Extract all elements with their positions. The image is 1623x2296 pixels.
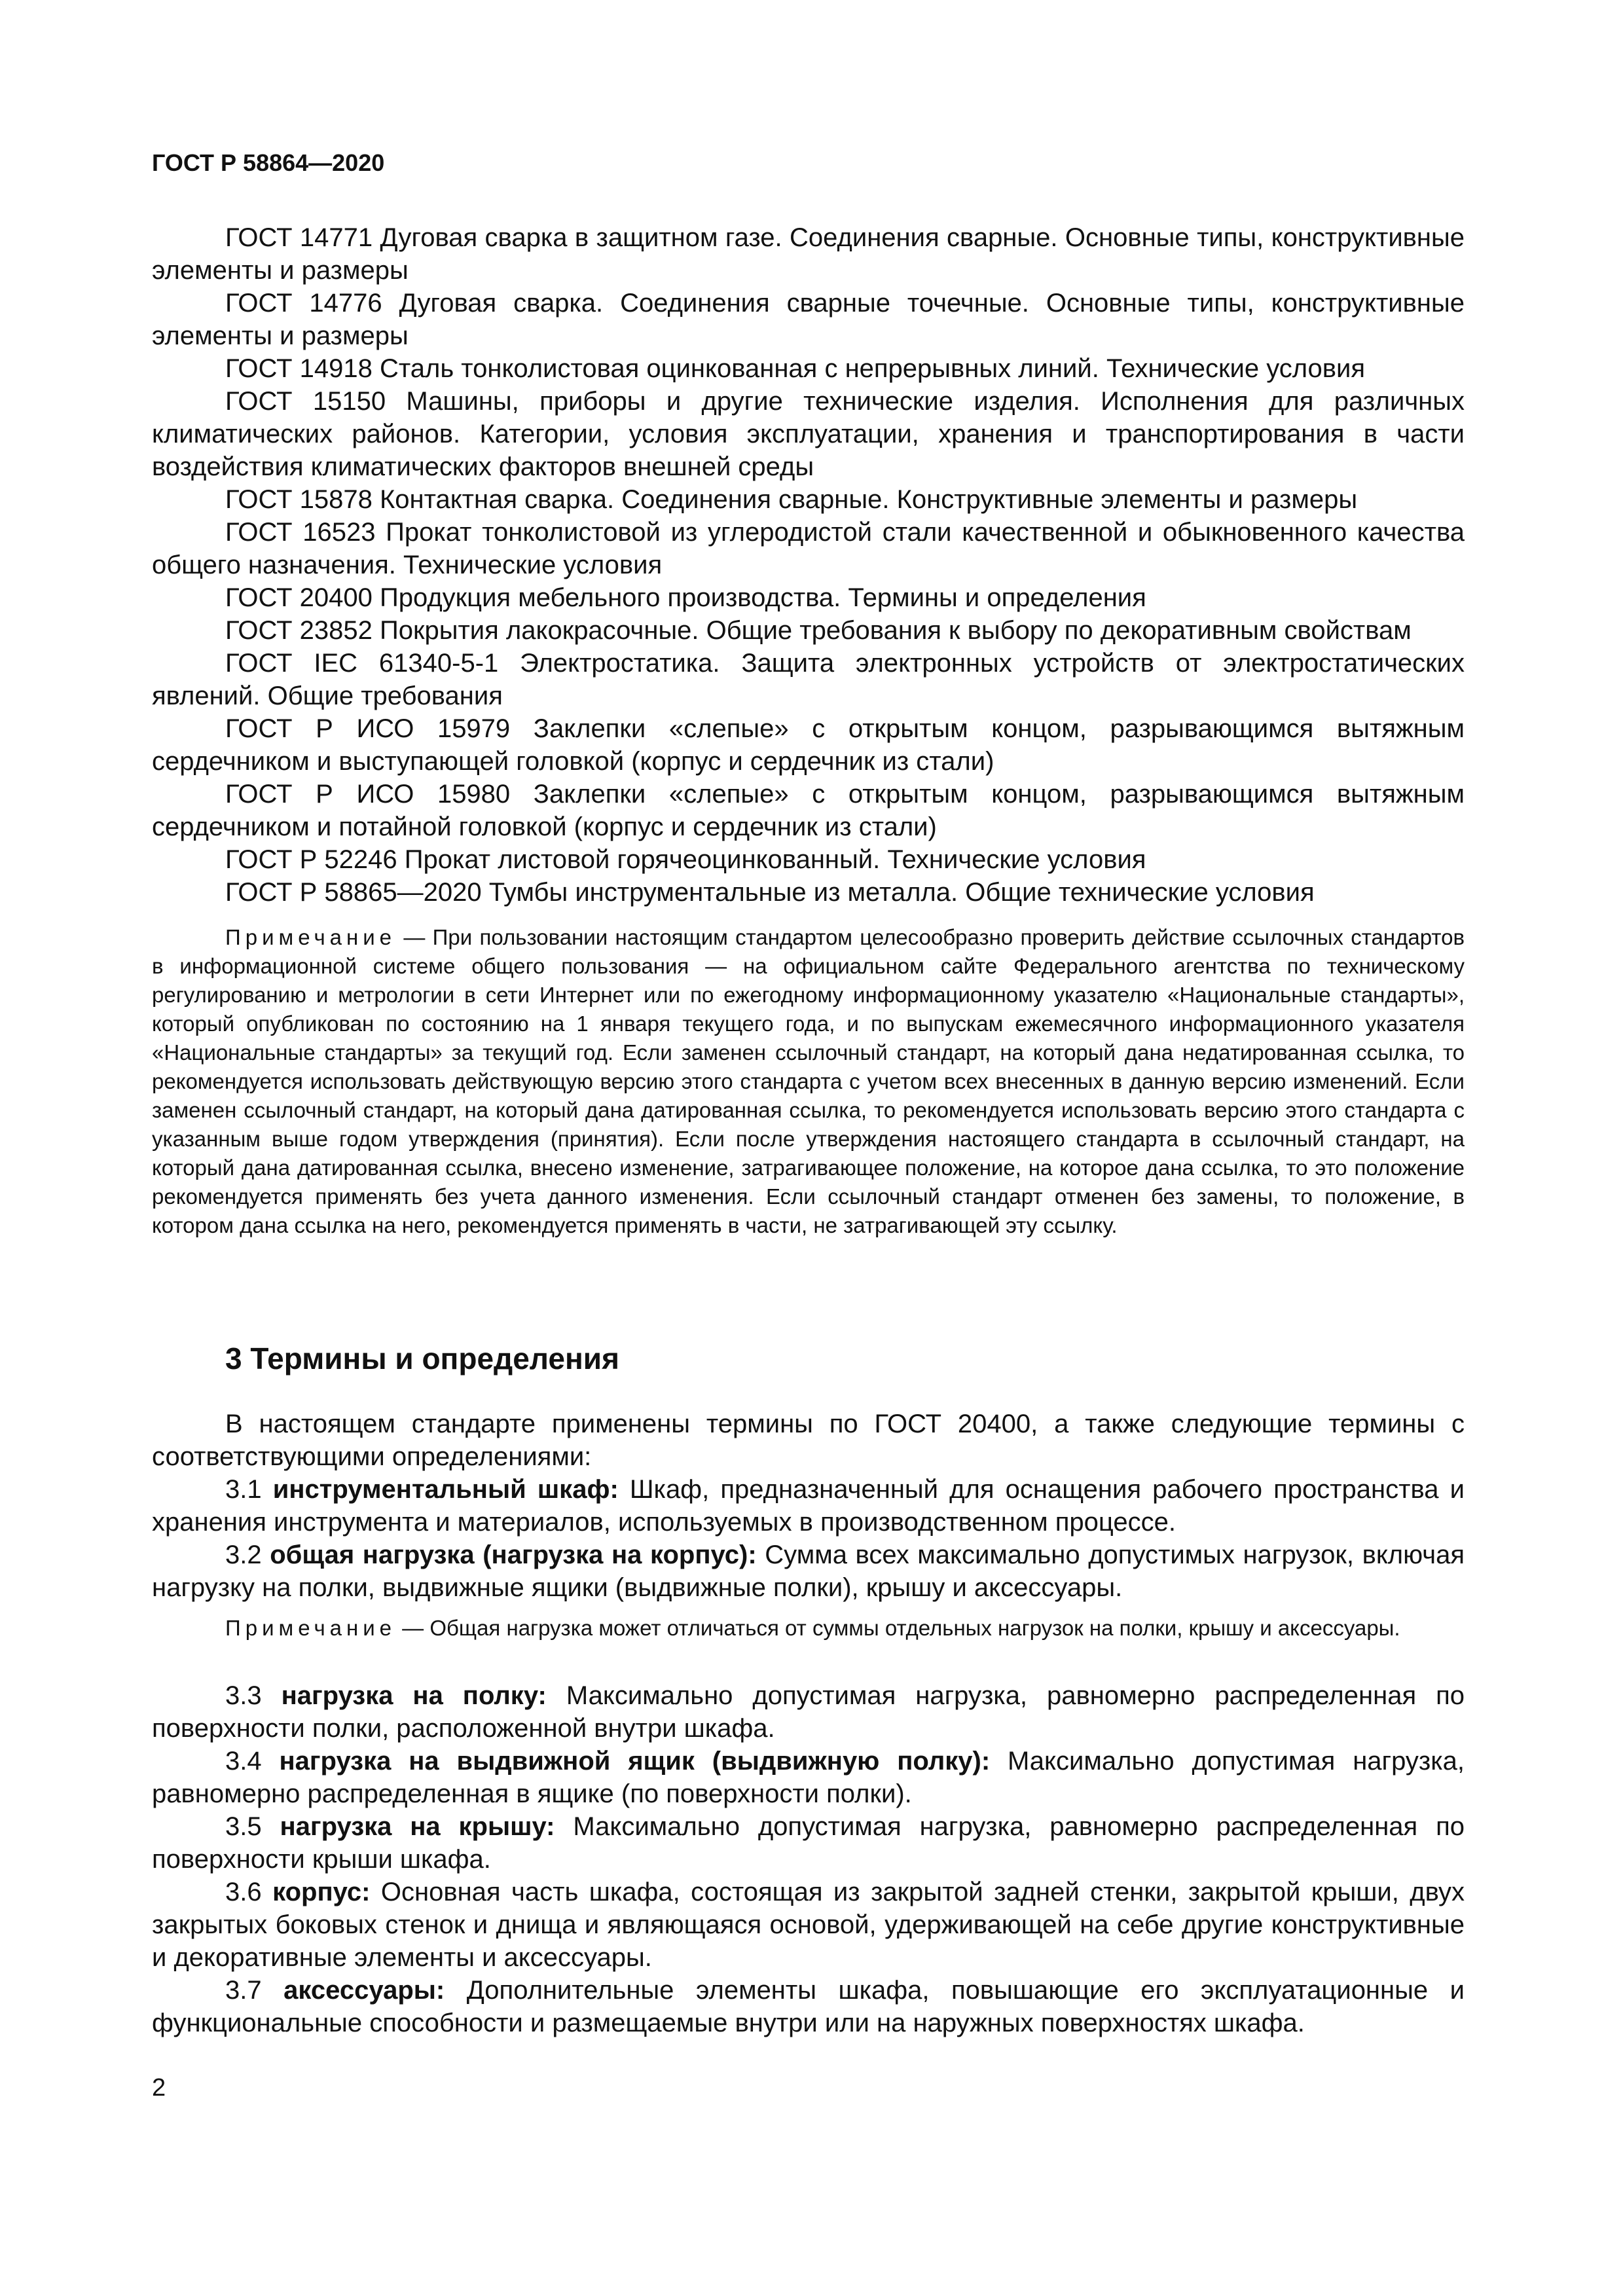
- term-item: [152, 1810, 1465, 1876]
- term-name: аксессуары:: [283, 1976, 445, 2005]
- term-definition: Сумма всех максимально допустимых нагрузок, включая нагрузку на полки, выдвижные ящики (выдвижные полки), крышу и аксессуары.: [152, 1540, 1465, 1602]
- term-number: 3.1: [225, 1475, 262, 1504]
- reference-item: ГОСТ IEC 61340-5-1 Электростатика. Защита электронных устройств от электростатических явлений. Общие требования: [152, 649, 1465, 710]
- term-name: общая нагрузка (нагрузка на корпус):: [270, 1540, 757, 1569]
- reference-item: ГОСТ 14918 Сталь тонколистовая оцинкованная с непрерывных линий. Технические условия: [225, 354, 1366, 383]
- term-definition: Максимально допустимая нагрузка, равномерно распределенная по поверхности полки, расположенной внутри шкафа.: [152, 1681, 1465, 1743]
- term-number: 3.4: [225, 1747, 262, 1776]
- reference-item: ГОСТ Р 52246 Прокат листовой горячеоцинкованный. Технические условия: [225, 845, 1146, 874]
- reference-item: ГОСТ Р 58865—2020 Тумбы инструментальные из металла. Общие технические условия: [225, 878, 1315, 907]
- reference-item: ГОСТ 15878 Контактная сварка. Соединения сварные. Конструктивные элементы и размеры: [225, 485, 1358, 514]
- reference-item: ГОСТ Р ИСО 15980 Заклепки «слепые» с открытым концом, разрывающимся вытяжным сердечником и потайной головкой (корпус и сердечник из стали): [152, 780, 1465, 841]
- term-item: [152, 1876, 1465, 1974]
- term-item: [152, 1679, 1465, 1745]
- term-item: [152, 1473, 1465, 1539]
- term-number: 3.3: [225, 1681, 262, 1710]
- reference-item: ГОСТ 16523 Прокат тонколистовой из углеродистой стали качественной и обыкновенного качества общего назначения. Технические условия: [152, 518, 1465, 579]
- term-definition: Основная часть шкафа, состоящая из закрытой задней стенки, закрытой крыши, двух закрытых боковых стенок и днища и являющаяся основой, удерживающей на себе другие конструктивные и декоративные элементы и аксессуары.: [152, 1878, 1465, 1972]
- references-note: [152, 923, 1465, 1240]
- terms-list: [152, 1473, 1465, 1604]
- note-label: Примечание: [225, 925, 397, 949]
- term-item: [152, 1974, 1465, 2039]
- note-text: — Общая нагрузка может отличаться от суммы отдельных нагрузок на полки, крышу и аксессуары.: [396, 1616, 1400, 1640]
- reference-item: ГОСТ 20400 Продукция мебельного производства. Термины и определения: [225, 583, 1146, 612]
- reference-item: ГОСТ 15150 Машины, приборы и другие технические изделия. Исполнения для различных климатических районов. Категории, условия эксплуатации, хранения и транспортирования в части воздействия климатических факторов внешней среды: [152, 387, 1465, 481]
- term-note: [152, 1614, 1465, 1643]
- term-definition: Максимально допустимая нагрузка, равномерно распределенная по поверхности крыши шкафа.: [152, 1812, 1465, 1874]
- note-text: — При пользовании настоящим стандартом целесообразно проверить действие ссылочных стандартов в информационной системе общего пользования — на официальном сайте Федерального агентства по техническому регулированию и метрологии в сети Интернет или по ежегодному информационному указателю «Национальные стандарты», который опубликован по состоянию на 1 января текущего года, и по выпускам ежемесячного информационного указателя «Национальные стандарты» за текущий год. Если заменен ссылочный стандарт, на который дана недатированная ссылка, то рекомендуется использовать действующую версию этого стандарта с учетом всех внесенных в данную версию изменений. Если заменен ссылочный стандарт, на который дана датированная ссылка, то рекомендуется использовать версию этого стандарта с указанным выше годом утверждения (принятия). Если после утверждения настоящего стандарта в ссылочный стандарт, на который дана датированная ссылка, внесено изменение, затрагивающее положение, на которое дана ссылка, то это положение рекомендуется применять без учета данного изменения. Если ссылочный стандарт отменен без замены, то положение, в котором дана ссылка на него, рекомендуется применять в части, не затрагивающей эту ссылку.: [152, 925, 1465, 1237]
- reference-item: ГОСТ 14776 Дуговая сварка. Соединения сварные точечные. Основные типы, конструктивные элементы и размеры: [152, 289, 1465, 350]
- terms-list: [152, 1679, 1465, 2039]
- term-name: корпус:: [272, 1878, 371, 1906]
- term-item: [152, 1745, 1465, 1810]
- normative-references-list: [152, 221, 1465, 909]
- term-name: нагрузка на полку:: [281, 1681, 547, 1710]
- standard-code: ГОСТ Р 58864—2020: [152, 149, 385, 176]
- section-intro: В настоящем стандарте применены термины по ГОСТ 20400, а также следующие термины с соответствующими определениями:: [152, 1410, 1465, 1471]
- section-heading: 3 Термины и определения: [225, 1341, 619, 1376]
- term-definition: Дополнительные элементы шкафа, повышающие его эксплуатационные и функциональные способности и размещаемые внутри или на наружных поверхностях шкафа.: [152, 1976, 1465, 2037]
- term-number: 3.6: [225, 1878, 262, 1906]
- term-item: [152, 1539, 1465, 1604]
- term-name: нагрузка на крышу:: [280, 1812, 555, 1841]
- reference-item: ГОСТ 14771 Дуговая сварка в защитном газе. Соединения сварные. Основные типы, конструктивные элементы и размеры: [152, 223, 1465, 285]
- term-number: 3.5: [225, 1812, 262, 1841]
- term-name: нагрузка на выдвижной ящик (выдвижную полку):: [279, 1747, 991, 1776]
- reference-item: ГОСТ Р ИСО 15979 Заклепки «слепые» с открытым концом, разрывающимся вытяжным сердечником и выступающей головкой (корпус и сердечник из стали): [152, 714, 1465, 776]
- page-number: 2: [152, 2074, 166, 2102]
- term-number: 3.2: [225, 1540, 262, 1569]
- term-definition: Шкаф, предназначенный для оснащения рабочего пространства и хранения инструмента и материалов, используемых в производственном процессе.: [152, 1475, 1465, 1537]
- note-label: Примечание: [225, 1616, 397, 1640]
- term-name: инструментальный шкаф:: [272, 1475, 619, 1504]
- reference-item: ГОСТ 23852 Покрытия лакокрасочные. Общие требования к выбору по декоративным свойствам: [225, 616, 1412, 645]
- term-definition: Максимально допустимая нагрузка, равномерно распределенная в ящике (по поверхности полки).: [152, 1747, 1465, 1808]
- term-number: 3.7: [225, 1976, 262, 2005]
